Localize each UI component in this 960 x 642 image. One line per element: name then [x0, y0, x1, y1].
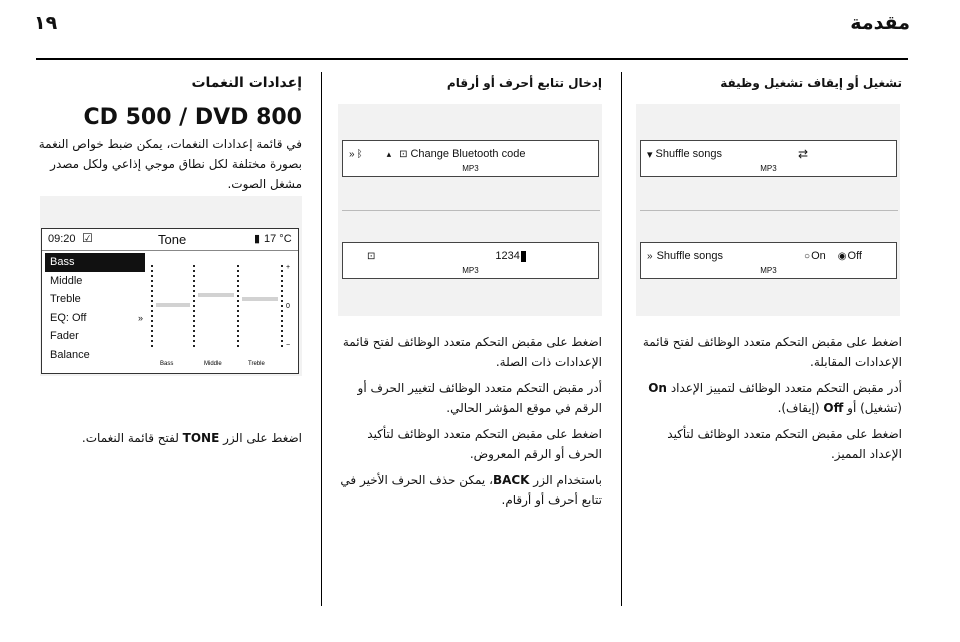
- scale-dot: [281, 280, 283, 282]
- scale-dot: [237, 300, 239, 302]
- section-heading: تشغيل أو إيقاف تشغيل وظيفة: [720, 76, 902, 90]
- scale-dot: [281, 310, 283, 312]
- column-left: [36, 74, 302, 194]
- section-heading: إدخال تتابع أحرف أو أرقام: [446, 76, 602, 90]
- scale-dot: [281, 305, 283, 307]
- scale-dot: [193, 335, 195, 337]
- scale-dot: [193, 270, 195, 272]
- scale-dot: [151, 310, 153, 312]
- scale-dot: [237, 280, 239, 282]
- double-chevron-right-icon: »: [137, 312, 143, 323]
- scale-dot: [193, 265, 195, 267]
- scale-dot: [281, 325, 283, 327]
- bluetooth-icon: ᛒ: [356, 148, 363, 160]
- scale-dot: [193, 345, 195, 347]
- section-heading: إعدادات النغمات: [191, 75, 302, 91]
- scale-dot: [193, 295, 195, 297]
- temperature: 17 °C: [264, 233, 292, 245]
- scale-dot: [151, 320, 153, 322]
- scale-dot: [237, 265, 239, 267]
- scale-plus: +: [286, 264, 291, 271]
- scale-dot: [151, 315, 153, 317]
- scale-dot: [193, 290, 195, 292]
- screen-title: Tone: [158, 232, 187, 247]
- lcd-source: MP3: [760, 164, 777, 173]
- phone-icon: ▮: [254, 233, 261, 245]
- paragraph: اضغط على مقبض التحكم متعدد الوظائف لتأكيد الحرف أو الرقم المعروض.: [367, 427, 602, 461]
- scale-dot: [281, 340, 283, 342]
- bar-label-treble: Treble: [248, 361, 265, 367]
- lock-icon: ⊡: [399, 148, 408, 160]
- lcd-label: Shuffle songs: [655, 148, 722, 160]
- scale-dot: [281, 330, 283, 332]
- tone-menu: [45, 253, 145, 364]
- menu-item-fader[interactable]: Fader: [50, 330, 79, 342]
- header-rule: [36, 58, 908, 60]
- scale-dot: [193, 320, 195, 322]
- scale-dot: [151, 305, 153, 307]
- scale-dot: [193, 275, 195, 277]
- scale-dot: [151, 295, 153, 297]
- clock: 09:20: [48, 233, 76, 245]
- model-title: CD 500 / DVD 800: [83, 105, 302, 130]
- scale-dot: [193, 280, 195, 282]
- scale-dot: [193, 315, 195, 317]
- scale-dot: [281, 345, 283, 347]
- level-bar-bass: [156, 303, 190, 307]
- scale-zero: 0: [286, 303, 290, 310]
- radio-selected-icon: ◉: [837, 250, 847, 262]
- scale-dot: [281, 290, 283, 292]
- scale-dot: [237, 325, 239, 327]
- scale-dot: [237, 335, 239, 337]
- column-right-text: [632, 326, 902, 464]
- menu-item-treble[interactable]: Treble: [50, 293, 81, 305]
- paragraph: اضغط على الزر TONE لفتح قائمة النغمات.: [81, 431, 302, 445]
- scale-dot: [151, 285, 153, 287]
- scale-dot: [281, 320, 283, 322]
- paragraph: اضغط على مقبض التحكم متعدد الوظائف لفتح قائمة الإعدادات ذات الصلة.: [342, 335, 602, 369]
- panel-separator: [342, 210, 600, 211]
- scale-dot: [281, 265, 283, 267]
- scale-dot: [237, 290, 239, 292]
- menu-item-eq[interactable]: EQ: Off »: [45, 309, 145, 328]
- lcd-source: MP3: [462, 164, 479, 173]
- lcd-source: MP3: [760, 266, 777, 275]
- option-off: Off: [847, 250, 862, 262]
- page-title: مقدمة: [850, 12, 910, 34]
- scale-dot: [237, 310, 239, 312]
- level-bar-treble: [242, 297, 278, 301]
- scale-dot: [281, 300, 283, 302]
- scale-dot: [151, 275, 153, 277]
- scale-dot: [281, 275, 283, 277]
- scale-dot: [237, 270, 239, 272]
- check-icon: ☑: [82, 231, 93, 245]
- scale-dot: [193, 300, 195, 302]
- paragraph: أدر مقبض التحكم متعدد الوظائف لتمييز الإعداد On (تشغيل) أو Off (إيقاف).: [648, 381, 902, 415]
- triangle-up-icon: ▴: [386, 148, 392, 159]
- scale-dot: [151, 265, 153, 267]
- scale-dot: [237, 330, 239, 332]
- scale-dot: [281, 270, 283, 272]
- lcd-code-entry: [342, 242, 599, 279]
- scale-dot: [151, 290, 153, 292]
- double-chevron-right-icon: »: [349, 148, 355, 160]
- scale-dot: [193, 340, 195, 342]
- paragraph: اضغط على مقبض التحكم متعدد الوظائف لفتح قائمة الإعدادات المقابلة.: [642, 335, 902, 369]
- scale-dot: [151, 300, 153, 302]
- bar-label-middle: Middle: [204, 361, 222, 367]
- radio-empty-icon: ○: [804, 250, 811, 262]
- lcd-shuffle-1: [640, 140, 897, 177]
- lcd-label: Change Bluetooth code: [410, 148, 526, 160]
- column-middle-text: [332, 326, 602, 510]
- scale-dot: [151, 330, 153, 332]
- scale-dot: [281, 295, 283, 297]
- lcd-source: MP3: [462, 266, 479, 275]
- paragraph: باستخدام الزر BACK، يمكن حذف الحرف الأخير في تتابع أحرف أو أرقام.: [340, 473, 602, 507]
- scale-dot: [193, 325, 195, 327]
- lock-icon: ⊡: [367, 250, 376, 262]
- level-bar-middle: [198, 293, 234, 297]
- scale-dot: [237, 320, 239, 322]
- column-divider-left: [321, 72, 322, 606]
- scale-dot: [151, 345, 153, 347]
- status-bar: [42, 229, 298, 251]
- cursor-block: [521, 251, 526, 262]
- scale-dot: [237, 295, 239, 297]
- tone-bars: [146, 253, 296, 371]
- scale-minus: −: [286, 342, 291, 349]
- scale-dot: [281, 285, 283, 287]
- scale-dot: [237, 305, 239, 307]
- paragraph: اضغط على مقبض التحكم متعدد الوظائف لتأكيد الإعداد المميز.: [667, 427, 902, 461]
- lcd-label: Shuffle songs: [656, 250, 724, 262]
- scale-dot: [151, 340, 153, 342]
- menu-item-middle[interactable]: Middle: [50, 274, 83, 287]
- scale-dot: [237, 345, 239, 347]
- page-number: ١٩: [34, 12, 58, 34]
- code-value: 1234: [495, 250, 520, 262]
- scale-dot: [281, 315, 283, 317]
- menu-item-balance[interactable]: Balance: [50, 348, 90, 361]
- scale-dot: [193, 310, 195, 312]
- option-on: On: [811, 250, 826, 262]
- scale-dot: [237, 340, 239, 342]
- paragraph: أدر مقبض التحكم متعدد الوظائف لتغيير الحرف أو الرقم في موقع المؤشر الحالي.: [357, 381, 602, 415]
- shuffle-icon: ⇄: [797, 147, 808, 161]
- paragraph: في قائمة إعدادات النغمات، يمكن ضبط خواص النغمة بصورة مختلفة لكل نطاق موجي إذاعي ولكل مصدر مشغل الصوت.: [38, 137, 302, 191]
- menu-item-bass[interactable]: Bass: [45, 253, 145, 272]
- double-chevron-right-icon: »: [647, 250, 653, 262]
- lcd-shuffle-2: [640, 242, 897, 279]
- scale-dot: [237, 285, 239, 287]
- scale-dot: [193, 285, 195, 287]
- page-header: [34, 8, 910, 38]
- tone-screen: [41, 228, 299, 374]
- lcd-bluetooth-code: [342, 140, 599, 177]
- scale-dot: [281, 335, 283, 337]
- panel-separator: [640, 210, 898, 211]
- scale-dot: [151, 280, 153, 282]
- column-right: [632, 74, 902, 92]
- scale-dot: [193, 305, 195, 307]
- bar-label-bass: Bass: [160, 361, 174, 367]
- column-left-text: [36, 422, 302, 448]
- scale-dot: [151, 270, 153, 272]
- chevron-down-icon: ▾: [647, 148, 653, 161]
- scale-dot: [151, 325, 153, 327]
- scale-dot: [193, 330, 195, 332]
- column-middle: [332, 74, 602, 92]
- scale-dot: [151, 335, 153, 337]
- scale-dot: [237, 315, 239, 317]
- scale-dot: [237, 275, 239, 277]
- column-divider-right: [621, 72, 622, 606]
